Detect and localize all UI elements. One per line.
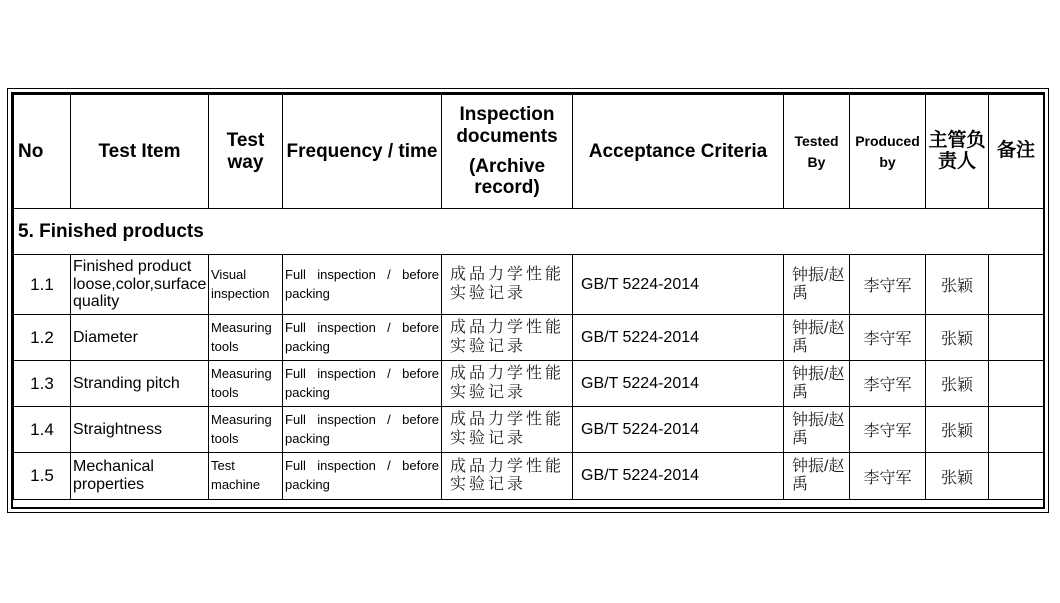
row-no: 1.2 [14,315,71,361]
row-test-way: Measuring tools [209,315,283,361]
header-produced-by: Produced by [850,95,926,209]
row-acceptance-criteria: GB/T 5224-2014 [573,407,784,453]
row-acceptance-criteria: GB/T 5224-2014 [573,255,784,315]
row-tested-by: 钟振/赵禹 [784,407,850,453]
document-table-border [11,92,1045,509]
row-produced-by: 李守军 [850,315,926,361]
row-frequency: Full inspection / before packing [283,315,442,361]
row-frequency: Full inspection / before packing [283,361,442,407]
row-test-way: Test machine [209,453,283,500]
header-no: No [14,95,71,209]
row-manager: 张颖 [926,361,989,407]
row-test-way: Visual inspection [209,255,283,315]
header-inspection-docs-label: Inspection documents [456,103,558,147]
row-acceptance-criteria: GB/T 5224-2014 [573,361,784,407]
section-title: 5. Finished products [14,209,1044,255]
row-manager: 张颖 [926,407,989,453]
header-row [14,95,1044,209]
header-tested-by: Tested By [784,95,850,209]
table-row [14,361,1044,407]
row-test-item: Diameter [71,315,209,361]
row-frequency: Full inspection / before packing [283,407,442,453]
row-inspection-doc: 成品力学性能实验记录 [442,255,573,315]
row-remark [989,407,1044,453]
row-manager: 张颖 [926,315,989,361]
row-remark [989,315,1044,361]
header-test-way: Test way [209,95,283,209]
row-test-item: Finished product loose,color,surface quality [71,255,209,315]
row-no: 1.1 [14,255,71,315]
table-row [14,407,1044,453]
row-test-way: Measuring tools [209,361,283,407]
row-produced-by: 李守军 [850,453,926,500]
row-produced-by: 李守军 [850,361,926,407]
row-test-item: Straightness [71,407,209,453]
row-tested-by: 钟振/赵禹 [784,255,850,315]
row-test-way: Measuring tools [209,407,283,453]
row-frequency: Full inspection / before packing [283,255,442,315]
header-remarks: 备注 [989,95,1044,209]
header-manager: 主管负责人 [926,95,989,209]
row-inspection-doc: 成品力学性能实验记录 [442,361,573,407]
table-row [14,453,1044,500]
row-tested-by: 钟振/赵禹 [784,315,850,361]
header-acceptance-criteria: Acceptance Criteria [573,95,784,209]
header-frequency: Frequency / time [283,95,442,209]
inspection-table [13,94,1044,500]
row-remark [989,453,1044,500]
row-manager: 张颖 [926,255,989,315]
row-no: 1.5 [14,453,71,500]
row-test-item: Stranding pitch [71,361,209,407]
row-remark [989,255,1044,315]
row-test-item: Mechanical properties [71,453,209,500]
row-inspection-doc: 成品力学性能实验记录 [442,407,573,453]
row-no: 1.3 [14,361,71,407]
header-archive-record-label: (Archive record) [468,155,546,199]
row-manager: 张颖 [926,453,989,500]
table-row [14,315,1044,361]
header-inspection-documents [442,95,573,209]
row-tested-by: 钟振/赵禹 [784,453,850,500]
header-test-item: Test Item [71,95,209,209]
section-row [14,209,1044,255]
row-frequency: Full inspection / before packing [283,453,442,500]
row-produced-by: 李守军 [850,407,926,453]
row-remark [989,361,1044,407]
row-inspection-doc: 成品力学性能实验记录 [442,315,573,361]
row-acceptance-criteria: GB/T 5224-2014 [573,315,784,361]
row-no: 1.4 [14,407,71,453]
row-tested-by: 钟振/赵禹 [784,361,850,407]
document-frame [7,88,1049,513]
row-produced-by: 李守军 [850,255,926,315]
row-inspection-doc: 成品力学性能实验记录 [442,453,573,500]
row-acceptance-criteria: GB/T 5224-2014 [573,453,784,500]
table-row [14,255,1044,315]
